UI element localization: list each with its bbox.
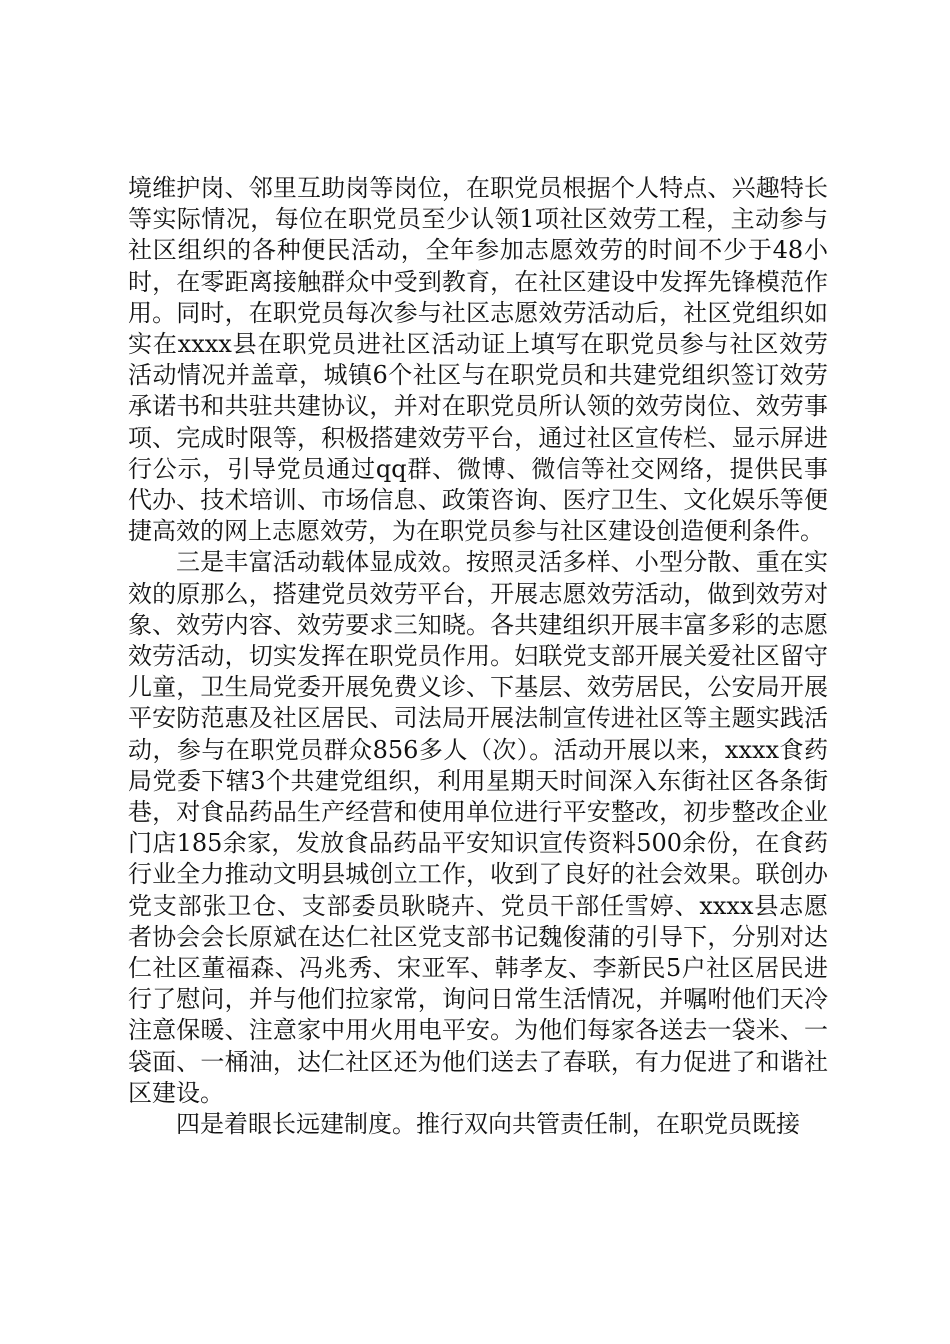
document-body bbox=[128, 173, 828, 1140]
paragraph-1: 境维护岗、邻里互助岗等岗位，在职党员根据个人特点、兴趣特长等实际情况，每位在职党员至少认领1项社区效劳工程，主动参与社区组织的各种便民活动，全年参加志愿效劳的时间不少于48小时，在零距离接触群众中受到教育，在社区建设中发挥先锋模范作用。同时，在职党员每次参与社区志愿效劳活动后，社区党组织如实在xxxx县在职党员进社区活动证上填写在职党员参与社区效劳活动情况并盖章，城镇6个社区与在职党员和共建党组织签订效劳承诺书和共驻共建协议，并对在职党员所认领的效劳岗位、效劳事项、完成时限等，积极搭建效劳平台，通过社区宣传栏、显示屏进行公示，引导党员通过qq群、微博、微信等社交网络，提供民事代办、技术培训、市场信息、政策咨询、医疗卫生、文化娱乐等便捷高效的网上志愿效劳，为在职党员参与社区建设创造便利条件。 bbox=[128, 174, 828, 546]
paragraph-2: 三是丰富活动载体显成效。按照灵活多样、小型分散、重在实效的原那么，搭建党员效劳平台，开展志愿效劳活动，做到效劳对象、效劳内容、效劳要求三知晓。各共建组织开展丰富多彩的志愿效劳活动，切实发挥在职党员作用。妇联党支部开展关爱社区留守儿童，卫生局党委开展免费义诊、下基层、效劳居民，公安局开展平安防范惠及社区居民、司法局开展法制宣传进社区等主题实践活动，参与在职党员群众856多人（次）。活动开展以来，xxxx食药局党委下辖3个共建党组织，利用星期天时间深入东街社区各条街巷，对食品药品生产经营和使用单位进行平安整改，初步整改企业门店185余家，发放食品药品平安知识宣传资料500余份，在食药行业全力推动文明县城创立工作，收到了良好的社会效果。联创办党支部张卫仓、支部委员耿晓卉、党员干部任雪婷、xxxx县志愿者协会会长原斌在达仁社区党支部书记魏俊蒲的引导下，分别对达仁社区董福森、冯兆秀、宋亚军、韩孝友、李新民5户社区居民进行了慰问，并与他们拉家常，询问日常生活情况，并嘱咐他们天冷注意保暖、注意家中用火用电平安。为他们每家各送去一袋米、一袋面、一桶油，达仁社区还为他们送去了春联，有力促进了和谐社区建设。 bbox=[128, 548, 828, 1107]
paragraph-3: 四是着眼长远建制度。推行双向共管责任制，在职党员既接 bbox=[176, 1110, 800, 1139]
